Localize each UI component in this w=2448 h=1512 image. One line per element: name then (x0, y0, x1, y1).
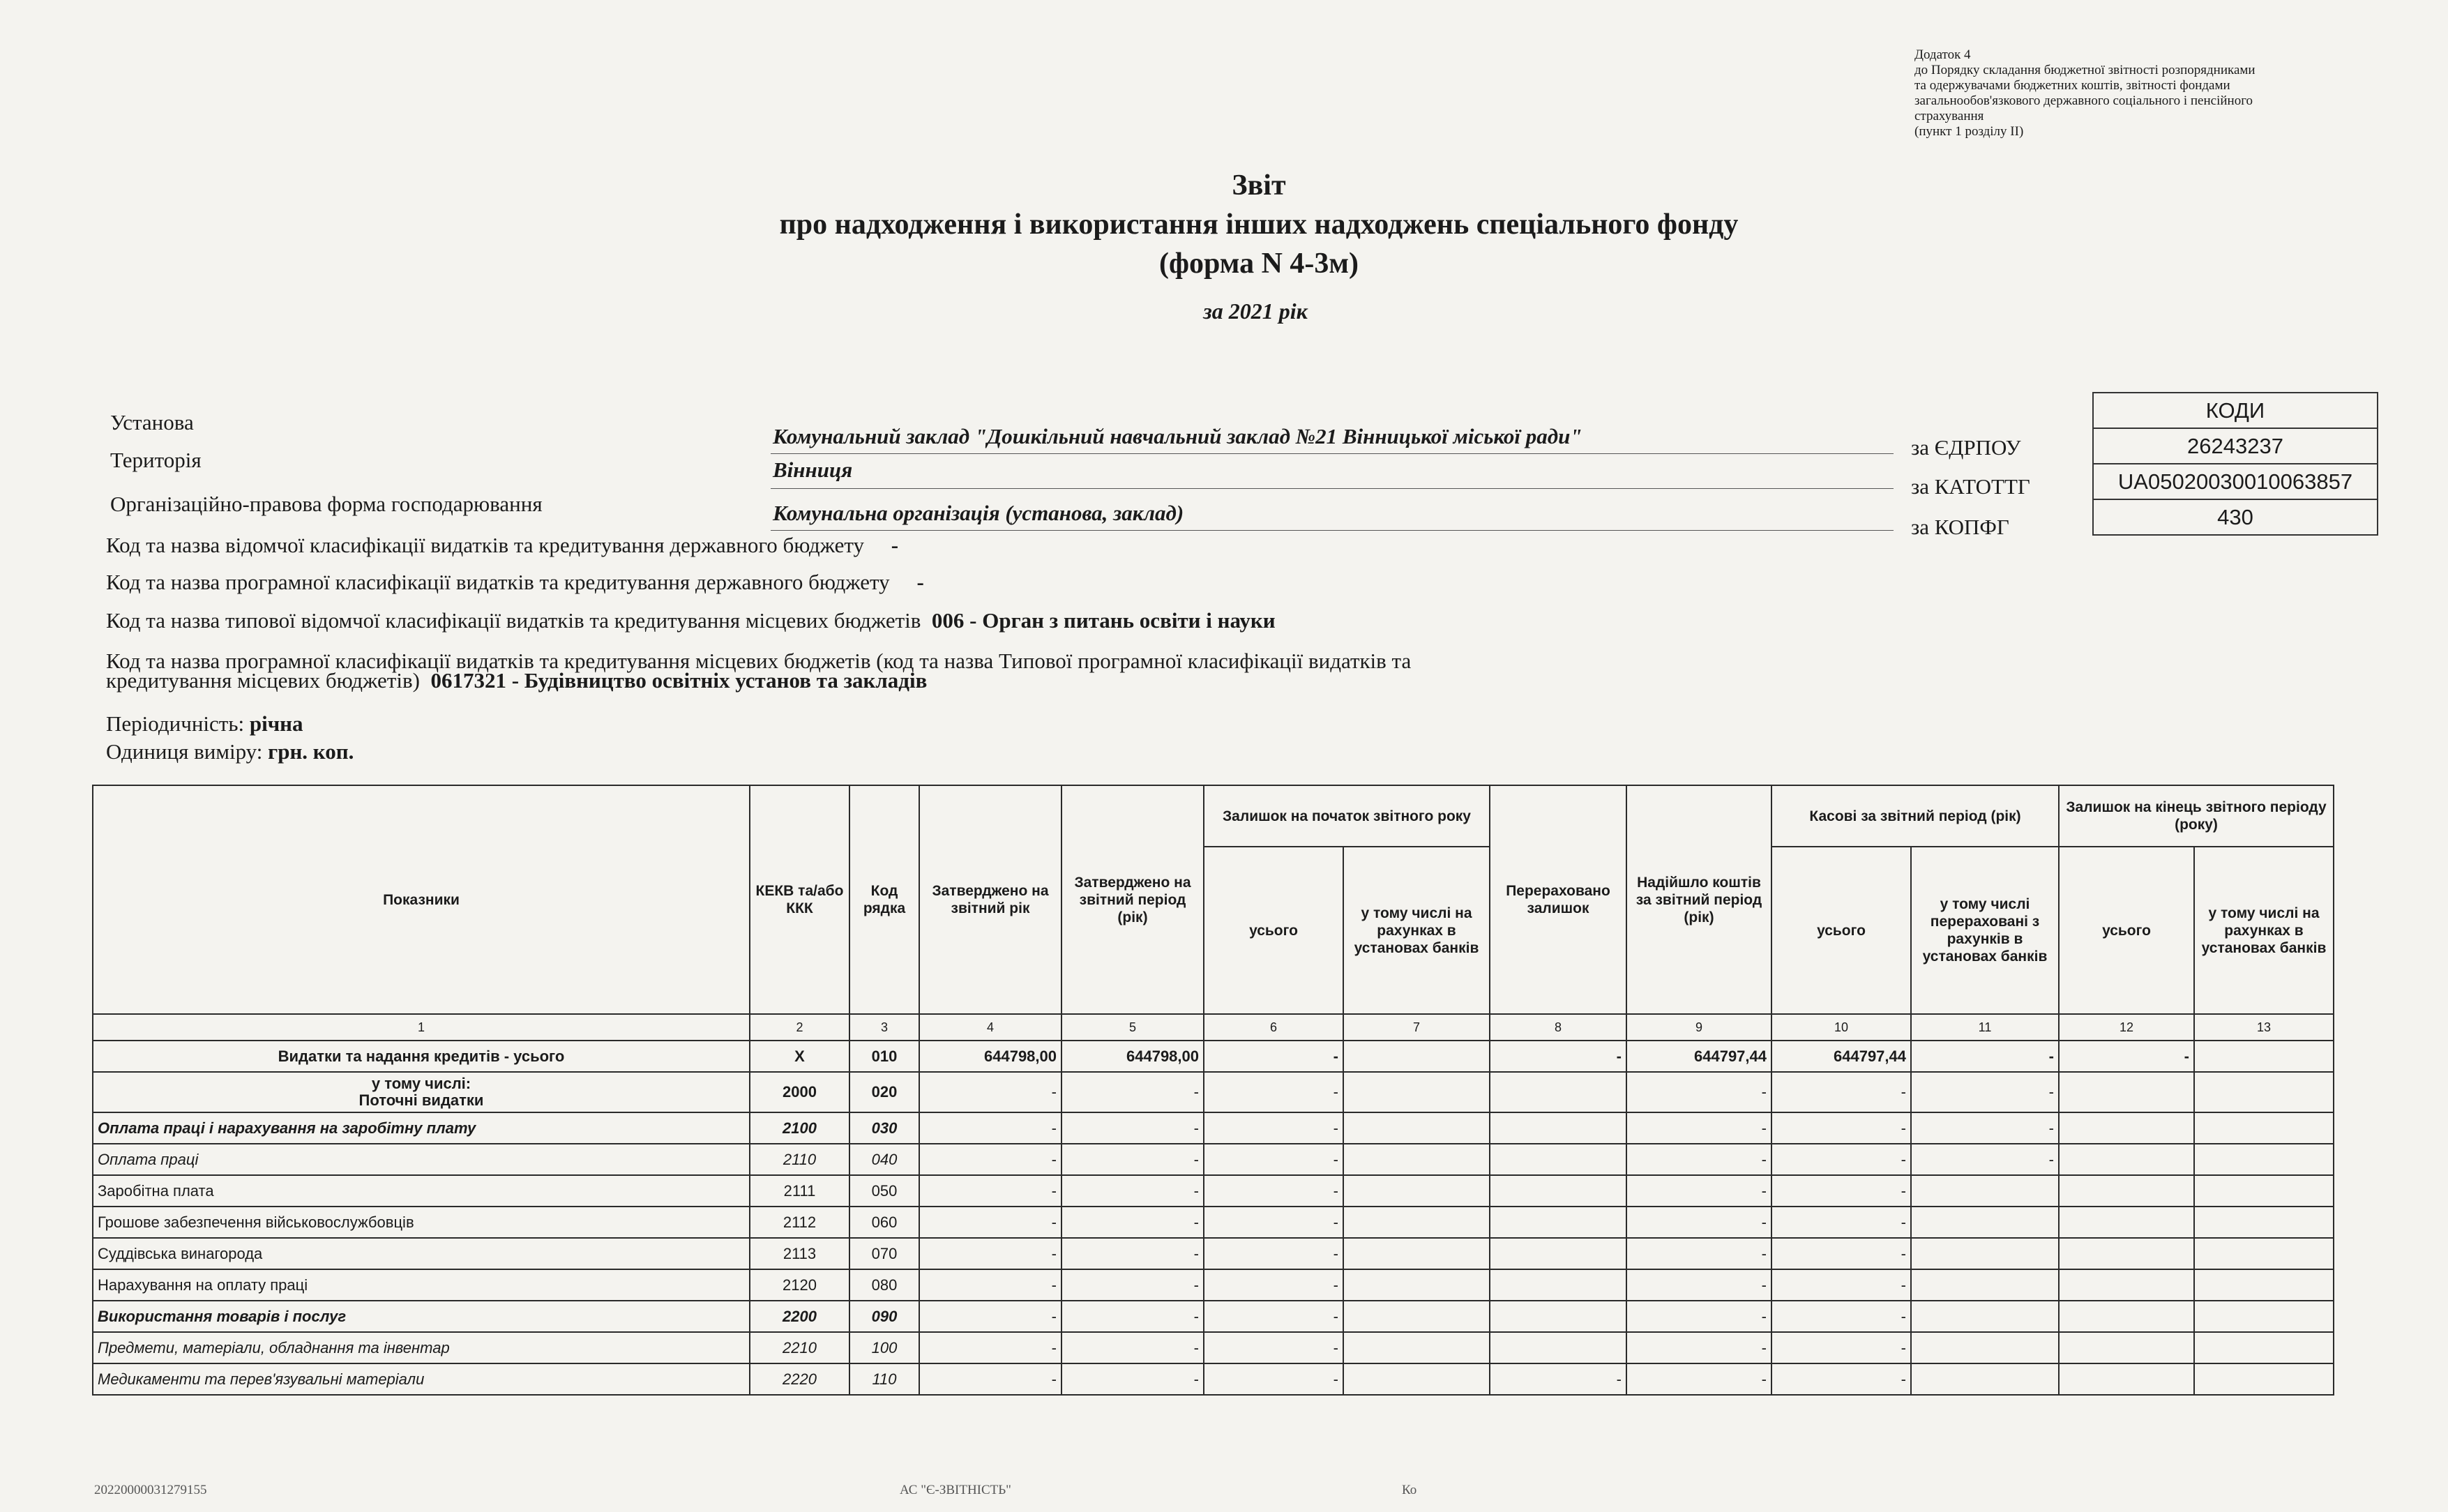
header-recalc: Перераховано залишок (1490, 785, 1626, 1014)
row-cell-c12 (2059, 1112, 2194, 1144)
col-number: 5 (1061, 1014, 1204, 1041)
row-indicator-name: Грошове забезпечення військовослужбовців (93, 1207, 750, 1238)
header-kekv: КЕКВ та/або ККК (750, 785, 849, 1014)
header-row-code: Код рядка (849, 785, 919, 1014)
row-cell-kekv: 2110 (750, 1144, 849, 1175)
row-cell-code: 090 (849, 1301, 919, 1332)
row-cell-c13 (2194, 1207, 2334, 1238)
row-cell-c12 (2059, 1269, 2194, 1301)
row-cell-c10: - (1771, 1207, 1911, 1238)
row-cell-c12 (2059, 1072, 2194, 1112)
table-body (93, 1014, 2334, 1395)
table-row (93, 1238, 2334, 1269)
row-cell-c6: - (1204, 1363, 1343, 1395)
table-row (93, 1207, 2334, 1238)
row-cell-c4: - (919, 1269, 1061, 1301)
row-cell-kekv: 2112 (750, 1207, 849, 1238)
row-cell-c11 (1911, 1207, 2059, 1238)
row-cell-c7 (1343, 1207, 1490, 1238)
row-cell-c11 (1911, 1332, 2059, 1363)
row-cell-c6: - (1204, 1175, 1343, 1207)
row-cell-c11: - (1911, 1144, 2059, 1175)
row-cell-c13 (2194, 1175, 2334, 1207)
row-cell-c10: - (1771, 1269, 1911, 1301)
row-cell-c7 (1343, 1112, 1490, 1144)
row-cell-c11 (1911, 1238, 2059, 1269)
institution-underline (771, 453, 1894, 454)
table-row (93, 1041, 2334, 1072)
header-balance-start-total: усього (1204, 847, 1343, 1014)
row-cell-c8: - (1490, 1041, 1626, 1072)
table-row (93, 1072, 2334, 1112)
row-cell-c7 (1343, 1175, 1490, 1207)
row-cell-c4: - (919, 1332, 1061, 1363)
row-cell-c11: - (1911, 1072, 2059, 1112)
table-row (93, 1332, 2334, 1363)
row-cell-c13 (2194, 1144, 2334, 1175)
column-numbers-row (93, 1014, 2334, 1041)
codes-header: КОДИ (2093, 393, 2378, 428)
row-cell-c10: - (1771, 1175, 1911, 1207)
row-cell-c10: - (1771, 1238, 1911, 1269)
kopfg-label: за КОПФГ (1911, 515, 2009, 539)
row-cell-c8 (1490, 1175, 1626, 1207)
footer-software: АС "Є-ЗВІТНІСТЬ" (900, 1483, 1011, 1497)
row-cell-c8 (1490, 1332, 1626, 1363)
title-line-2: про надходження і використання інших надходжень спеціального фонду (779, 209, 1739, 241)
row-cell-kekv: 2111 (750, 1175, 849, 1207)
row-cell-code: 110 (849, 1363, 919, 1395)
col-number: 4 (919, 1014, 1061, 1041)
annex-line: (пункт 1 розділу ІІ) (1914, 124, 2024, 139)
periodicity (106, 711, 303, 736)
col-number: 10 (1771, 1014, 1911, 1041)
header-approved-period: Затверджено на звітний період (рік) (1061, 785, 1204, 1014)
row-cell-c13 (2194, 1363, 2334, 1395)
report-table (92, 785, 2334, 1396)
header-cash-total: усього (1771, 847, 1911, 1014)
row-cell-c7 (1343, 1332, 1490, 1363)
annex-line: Додаток 4 (1914, 47, 1971, 62)
row-cell-c10: - (1771, 1332, 1911, 1363)
institution-label: Установа (110, 410, 194, 434)
legal-form-underline (771, 530, 1894, 531)
row-indicator-name: Медикаменти та перев'язувальні матеріали (93, 1363, 750, 1395)
header-received: Надійшло коштів за звітний період (рік) (1626, 785, 1771, 1014)
classif-line-1-value: - (891, 533, 899, 557)
row-cell-c4: - (919, 1301, 1061, 1332)
row-cell-c4: - (919, 1112, 1061, 1144)
row-cell-c6: - (1204, 1301, 1343, 1332)
classif-line-2-value: - (916, 570, 924, 594)
row-cell-c10: - (1771, 1363, 1911, 1395)
row-cell-c7 (1343, 1363, 1490, 1395)
row-cell-c6: - (1204, 1112, 1343, 1144)
col-number: 6 (1204, 1014, 1343, 1041)
classif-line-2-label: Код та назва програмної класифікації видатків та кредитування державного бюджету (106, 570, 890, 594)
row-cell-kekv: 2100 (750, 1112, 849, 1144)
row-cell-c9: - (1626, 1301, 1771, 1332)
row-cell-c8 (1490, 1112, 1626, 1144)
row-cell-code: 020 (849, 1072, 919, 1112)
row-cell-c13 (2194, 1301, 2334, 1332)
row-cell-c8 (1490, 1301, 1626, 1332)
row-cell-c8: - (1490, 1363, 1626, 1395)
row-cell-c9: - (1626, 1238, 1771, 1269)
row-cell-code: 080 (849, 1269, 919, 1301)
row-cell-c10: - (1771, 1112, 1911, 1144)
edrpou-label: за ЄДРПОУ (1911, 435, 2021, 460)
footer-doc-id: 20220000031279155 (94, 1483, 207, 1497)
row-cell-c9: - (1626, 1072, 1771, 1112)
row-cell-c10: - (1771, 1301, 1911, 1332)
row-cell-c5: - (1061, 1269, 1204, 1301)
row-cell-kekv: 2210 (750, 1332, 849, 1363)
row-cell-c13 (2194, 1112, 2334, 1144)
row-cell-c5: 644798,00 (1061, 1041, 1204, 1072)
institution-value: Комунальний заклад "Дошкільний навчальний заклад №21 Вінницької міської ради" (773, 424, 1582, 448)
katottg-code: UA05020030010063857 (2093, 464, 2378, 499)
header-balance-end-banks: у тому числі на рахунках в установах банків (2194, 847, 2334, 1014)
row-cell-c8 (1490, 1144, 1626, 1175)
katottg-label: за КАТОТТГ (1911, 474, 2030, 499)
unit-value: грн. коп. (268, 739, 354, 764)
row-cell-c10: - (1771, 1144, 1911, 1175)
row-cell-c12: - (2059, 1041, 2194, 1072)
row-cell-c6: - (1204, 1269, 1343, 1301)
row-cell-c9: - (1626, 1363, 1771, 1395)
row-cell-c12 (2059, 1332, 2194, 1363)
row-cell-c11: - (1911, 1112, 2059, 1144)
col-number: 12 (2059, 1014, 2194, 1041)
row-indicator-name: Нарахування на оплату праці (93, 1269, 750, 1301)
row-indicator-name: Використання товарів і послуг (93, 1301, 750, 1332)
row-cell-c12 (2059, 1301, 2194, 1332)
row-cell-c8 (1490, 1269, 1626, 1301)
legal-form-value: Комунальна організація (установа, заклад) (773, 501, 1184, 525)
row-cell-c9: - (1626, 1207, 1771, 1238)
row-cell-c6: - (1204, 1041, 1343, 1072)
row-cell-c7 (1343, 1041, 1490, 1072)
row-cell-c12 (2059, 1238, 2194, 1269)
classif-line-4b (106, 668, 927, 693)
row-cell-c4: - (919, 1144, 1061, 1175)
row-cell-c6: - (1204, 1072, 1343, 1112)
edrpou-code: 26243237 (2093, 428, 2378, 464)
row-cell-c10: - (1771, 1072, 1911, 1112)
row-cell-kekv: 2120 (750, 1269, 849, 1301)
row-cell-c4: - (919, 1363, 1061, 1395)
row-cell-c11 (1911, 1269, 2059, 1301)
row-cell-c9: - (1626, 1144, 1771, 1175)
classif-line-4-value: 0617321 - Будівництво освітніх установ та закладів (430, 668, 928, 693)
row-cell-c13 (2194, 1041, 2334, 1072)
row-cell-c11 (1911, 1175, 2059, 1207)
row-cell-c5: - (1061, 1112, 1204, 1144)
legal-form-label: Організаційно-правова форма господарювання (110, 492, 543, 516)
row-indicator-name: Предмети, матеріали, обладнання та інвентар (93, 1332, 750, 1363)
row-cell-code: 060 (849, 1207, 919, 1238)
periodicity-label: Періодичність: (106, 711, 245, 736)
table-row (93, 1112, 2334, 1144)
col-number: 8 (1490, 1014, 1626, 1041)
row-cell-c6: - (1204, 1332, 1343, 1363)
row-cell-c9: - (1626, 1112, 1771, 1144)
row-cell-kekv: 2113 (750, 1238, 849, 1269)
row-indicator-name: Видатки та надання кредитів - усього (93, 1041, 750, 1072)
row-cell-code: 040 (849, 1144, 919, 1175)
classif-line-3 (106, 608, 1276, 633)
row-cell-c4: - (919, 1207, 1061, 1238)
classif-line-2 (106, 570, 924, 595)
unit (106, 739, 354, 764)
col-number: 2 (750, 1014, 849, 1041)
row-cell-c13 (2194, 1238, 2334, 1269)
row-cell-c13 (2194, 1332, 2334, 1363)
row-cell-c6: - (1204, 1144, 1343, 1175)
row-cell-kekv: 2000 (750, 1072, 849, 1112)
row-cell-code: 030 (849, 1112, 919, 1144)
row-indicator-name: Заробітна плата (93, 1175, 750, 1207)
report-title (614, 166, 1904, 283)
row-cell-c4: - (919, 1175, 1061, 1207)
territory-label: Територія (110, 448, 202, 472)
table-row (93, 1363, 2334, 1395)
header-approved-year: Затверджено на звітний рік (919, 785, 1061, 1014)
row-cell-c10: 644797,44 (1771, 1041, 1911, 1072)
row-cell-c9: - (1626, 1269, 1771, 1301)
row-cell-c9: - (1626, 1175, 1771, 1207)
col-number: 13 (2194, 1014, 2334, 1041)
classif-line-4a: Код та назва програмної класифікації видатків та кредитування місцевих бюджетів (код та назва Типової програмної класифікації видатків та (106, 649, 1412, 673)
row-cell-c8 (1490, 1238, 1626, 1269)
row-cell-c11 (1911, 1363, 2059, 1395)
row-cell-code: 100 (849, 1332, 919, 1363)
table-row (93, 1269, 2334, 1301)
row-cell-c9: 644797,44 (1626, 1041, 1771, 1072)
row-cell-c12 (2059, 1207, 2194, 1238)
territory-underline (771, 488, 1894, 489)
row-cell-c13 (2194, 1072, 2334, 1112)
row-cell-c7 (1343, 1301, 1490, 1332)
row-cell-c4: - (919, 1238, 1061, 1269)
row-cell-c12 (2059, 1144, 2194, 1175)
row-cell-c5: - (1061, 1144, 1204, 1175)
footer-page-note: Ко (1402, 1483, 1417, 1497)
row-cell-c7 (1343, 1238, 1490, 1269)
table-row (93, 1301, 2334, 1332)
row-indicator-name: Оплата праці і нарахування на заробітну плату (93, 1112, 750, 1144)
row-cell-c4: 644798,00 (919, 1041, 1061, 1072)
classif-line-3-label: Код та назва типової відомчої класифікації видатків та кредитування місцевих бюджетів (106, 608, 921, 633)
row-cell-kekv: X (750, 1041, 849, 1072)
row-cell-code: 070 (849, 1238, 919, 1269)
header-cash-recalc: у тому числі перераховані з рахунків в установах банків (1911, 847, 2059, 1014)
row-cell-kekv: 2200 (750, 1301, 849, 1332)
col-number: 3 (849, 1014, 919, 1041)
annex-line: та одержувачами бюджетних коштів, звітності фондами (1914, 78, 2230, 93)
col-number: 1 (93, 1014, 750, 1041)
header-balance-end-total: усього (2059, 847, 2194, 1014)
row-cell-c5: - (1061, 1175, 1204, 1207)
header-cash: Касові за звітний період (рік) (1771, 785, 2059, 847)
row-cell-c7 (1343, 1269, 1490, 1301)
annex-line: страхування (1914, 109, 1984, 123)
kopfg-code: 430 (2093, 499, 2378, 535)
header-indicators: Показники (93, 785, 750, 1014)
annex-note (1914, 47, 2417, 139)
row-cell-c4: - (919, 1072, 1061, 1112)
periodicity-value: річна (249, 711, 303, 736)
header-balance-end: Залишок на кінець звітного періоду (року) (2059, 785, 2334, 847)
header-balance-start-banks: у тому числі на рахунках в установах банків (1343, 847, 1490, 1014)
row-cell-c8 (1490, 1072, 1626, 1112)
row-cell-code: 010 (849, 1041, 919, 1072)
table-row (93, 1144, 2334, 1175)
row-cell-c9: - (1626, 1332, 1771, 1363)
annex-line: до Порядку складання бюджетної звітності розпорядниками (1914, 63, 2256, 77)
col-number: 7 (1343, 1014, 1490, 1041)
row-cell-c5: - (1061, 1301, 1204, 1332)
row-cell-c12 (2059, 1363, 2194, 1395)
row-cell-c6: - (1204, 1207, 1343, 1238)
col-number: 9 (1626, 1014, 1771, 1041)
row-indicator-name: Оплата праці (93, 1144, 750, 1175)
report-period: за 2021 рік (1203, 298, 1308, 324)
row-indicator-name: у тому числі: Поточні видатки (93, 1072, 750, 1112)
row-cell-c5: - (1061, 1207, 1204, 1238)
row-cell-c7 (1343, 1144, 1490, 1175)
row-cell-c12 (2059, 1175, 2194, 1207)
territory-value: Вінниця (773, 458, 853, 482)
classif-line-3-value: 006 - Орган з питань освіти і науки (931, 608, 1276, 633)
classif-line-1-label: Код та назва відомчої класифікації видатків та кредитування державного бюджету (106, 533, 865, 557)
unit-label: Одиниця виміру: (106, 739, 263, 764)
title-line-1: Звіт (1232, 169, 1286, 202)
table-row (93, 1175, 2334, 1207)
row-indicator-name: Суддівська винагорода (93, 1238, 750, 1269)
row-cell-c5: - (1061, 1072, 1204, 1112)
col-number: 11 (1911, 1014, 2059, 1041)
row-cell-c8 (1490, 1207, 1626, 1238)
codes-table (2092, 392, 2378, 536)
row-cell-c11 (1911, 1301, 2059, 1332)
classif-line-1 (106, 533, 898, 558)
row-cell-c5: - (1061, 1363, 1204, 1395)
title-line-3: (форма N 4-3м) (1158, 248, 1359, 280)
row-cell-c13 (2194, 1269, 2334, 1301)
row-cell-c5: - (1061, 1332, 1204, 1363)
row-cell-c7 (1343, 1072, 1490, 1112)
header-balance-start: Залишок на початок звітного року (1204, 785, 1490, 847)
row-cell-c11: - (1911, 1041, 2059, 1072)
row-cell-c6: - (1204, 1238, 1343, 1269)
row-cell-code: 050 (849, 1175, 919, 1207)
row-cell-kekv: 2220 (750, 1363, 849, 1395)
classif-line-4b-label: кредитування місцевих бюджетів) (106, 668, 420, 693)
annex-line: загальнообов'язкового державного соціального і пенсійного (1914, 93, 2253, 108)
row-cell-c5: - (1061, 1238, 1204, 1269)
